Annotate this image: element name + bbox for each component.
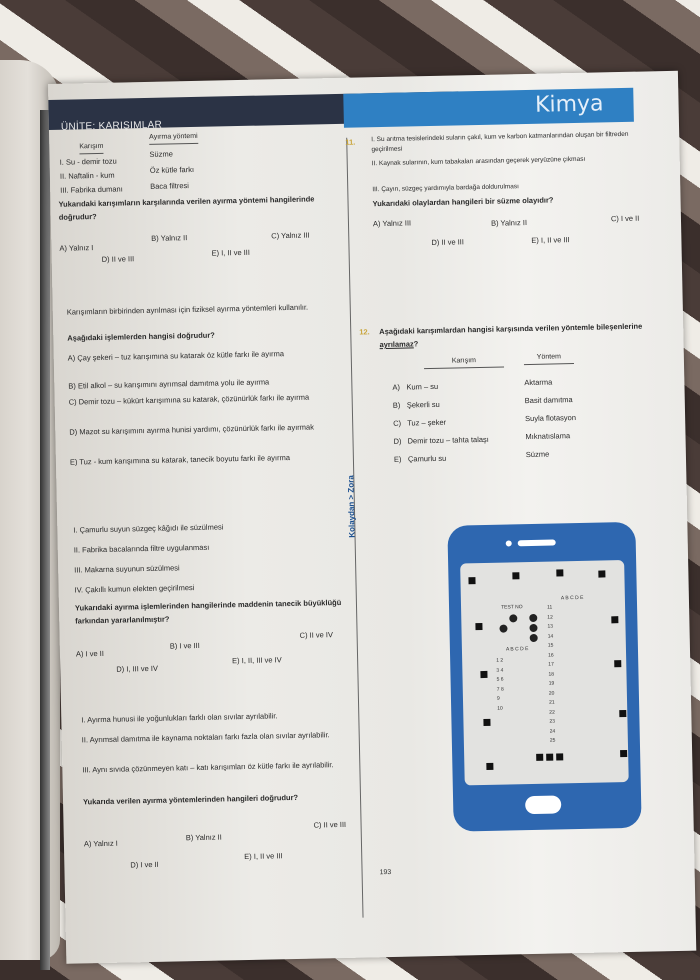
- method-row-2: Öz kütle farkı: [149, 164, 195, 175]
- item-2: II. Fabrika bacalarında filtre uygulanması: [73, 542, 210, 555]
- option-e: E) I, II ve III: [244, 851, 283, 862]
- row-numbers-right: 11 12 13 14 15 16 17 18 19 20 21 22 23 24 25: [547, 604, 556, 744]
- item-1: I. Ayırma hunusi ile yoğunlukları farklı olan sıvılar ayrılabilir.: [81, 711, 278, 725]
- option-c: C) Demir tozu – kükürt karışımına su katarak, çözünürlük farkı ile ayırma: [68, 392, 310, 407]
- option-d: D) II ve III: [101, 254, 135, 264]
- method-row-3: Baca filtresi: [150, 181, 190, 191]
- speaker-icon: [518, 539, 556, 546]
- option-e: E) Tuz - kum karışımına su katarak, tanecik boyutu farkı ile ayırma: [69, 453, 291, 467]
- question-intro: Karışımların birbirinden ayrılması için fiziksel ayırma yöntemleri kullanılır.: [66, 302, 309, 317]
- answer-sheet-screen: [460, 560, 629, 785]
- option-b: B) Yalnız II: [185, 832, 222, 843]
- question-stem: Yukarıda verilen ayırma yöntemlerinden hangileri doğrudur?: [82, 792, 299, 807]
- subject-header: [343, 88, 634, 128]
- textbook-page: [48, 71, 696, 964]
- option-b: B) I ve III: [169, 640, 200, 651]
- question-stem: Yukarıdaki karışımların karşılarında verilen ayırma yöntemi hangilerinde doğrudur?: [58, 194, 315, 222]
- option-a: A) Yalnız I: [83, 838, 118, 849]
- subject-title: Kimya: [534, 91, 604, 118]
- option-b: B) Yalnız II: [151, 233, 188, 243]
- phone-optical-form-illustration: [447, 522, 641, 832]
- book-spine: [40, 110, 50, 970]
- item-1: I. Su arıtma tesislerindeki suların çakıl, kum ve karbon katmanlarından oluşan bir filtreden geçirilmesi: [371, 130, 629, 154]
- option-d: D) I ve II: [130, 859, 159, 870]
- option-d: D) Mazot su karışımını ayırma hunisi yardımı, çözünürlük farkı ile ayırmak: [69, 422, 314, 437]
- columns-label-right: A B C D E: [560, 594, 584, 602]
- option-e: E) I, II ve III: [531, 235, 570, 245]
- question-stem: Yukarıdaki olaylardan hangileri bir süzme olayıdır?: [372, 195, 554, 209]
- option-e: E) I, II ve III: [211, 247, 251, 258]
- option-c: C) II ve IV: [299, 630, 334, 640]
- mix-row-2: II. Naftalin - kum: [59, 170, 115, 181]
- table-row: B) Şekerli su Basit damıtma: [392, 395, 573, 410]
- item-4: IV. Çakıllı kumun elekten geçirilmesi: [74, 583, 195, 595]
- option-c: C) I ve II: [610, 213, 640, 224]
- mix-row-1: I. Su - demir tozu: [59, 156, 117, 167]
- item-3: III. Makarna suyunun süzülmesi: [74, 563, 180, 575]
- method-row-1: Süzme: [149, 149, 173, 159]
- table-row: C) Tuz – şeker Suyla flotasyon: [393, 413, 577, 428]
- option-a: A) Yalnız I: [59, 243, 94, 253]
- option-d: D) II ve III: [431, 237, 465, 248]
- mix-row-3: III. Fabrika dumanı: [60, 184, 123, 195]
- question-stem: Yukarıdaki ayırma işlemlerinden hangilerinde maddenin tanecik büyüklüğü farkından yararlanılmıştır?: [74, 597, 342, 626]
- option-d: D) I, III ve IV: [116, 663, 159, 674]
- option-c: C) II ve III: [313, 819, 347, 830]
- item-2: II. Ayrımsal damıtma ile kaynama noktaları farkı fazla olan sıvılar ayrılabilir.: [81, 730, 330, 745]
- option-e: E) I, II, III ve IV: [232, 655, 282, 666]
- option-a: A) I ve II: [75, 648, 104, 659]
- side-brand: Kolaydan > Zora: [346, 475, 357, 538]
- item-1: I. Çamurlu suyun süzgeç kâğıdı ile süzülmesi: [73, 522, 224, 535]
- item-2: II. Kaynak sularının, kum tabakaları arasından geçerek yeryüzüne çıkması: [371, 155, 586, 168]
- item-3: III. Çayın, süzgeç yardımıyla bardağa doldurulması: [372, 183, 520, 194]
- column-header-method: Ayırma yöntemi: [149, 133, 198, 145]
- unit-title: ÜNİTE: KARIŞIMLAR: [60, 119, 163, 133]
- camera-icon: [506, 540, 512, 546]
- column-header-method: Yöntem: [524, 353, 574, 365]
- table-row: E) Çamurlu su Süzme: [393, 449, 550, 464]
- column-header-mix: Karışım: [79, 143, 103, 155]
- option-c: C) Yalnız III: [271, 230, 310, 241]
- test-no-label: TEST NO: [501, 604, 523, 611]
- question-number: 11.: [345, 137, 356, 147]
- question-stem: Aşağıdaki işlemlerden hangisi doğrudur?: [67, 330, 215, 343]
- home-button-icon: [525, 795, 561, 814]
- row-numbers-left: 1 2 3 4 5 6 7 8 9 10: [496, 657, 504, 712]
- item-3: III. Aynı sıvıda çözünmeyen katı – katı karışımları öz kütle farkı ile ayrılabilir.: [82, 760, 334, 775]
- option-a: A) Yalnız III: [372, 218, 412, 229]
- table-row: D) Demir tozu – tahta talaşı Mıknatıslama: [393, 431, 571, 446]
- column-header-mix: Karışım: [424, 357, 504, 370]
- page-number: 193: [379, 868, 392, 877]
- question-number: 12.: [359, 327, 370, 337]
- table-row: A) Kum – su Aktarma: [392, 377, 553, 392]
- option-a: A) Çay şekeri – tuz karışımına su katarak öz kütle farkı ile ayırma: [67, 349, 285, 363]
- columns-label-left: A B C D E: [505, 646, 529, 653]
- question-stem: Aşağıdaki karışımlardan hangisi karşısında verilen yöntemle bileşenlerine ayrılamaz?: [379, 321, 643, 350]
- option-b: B) Yalnız II: [490, 217, 528, 228]
- option-b: B) Etil alkol – su karışımını ayrımsal damıtma yolu ile ayırma: [68, 377, 270, 391]
